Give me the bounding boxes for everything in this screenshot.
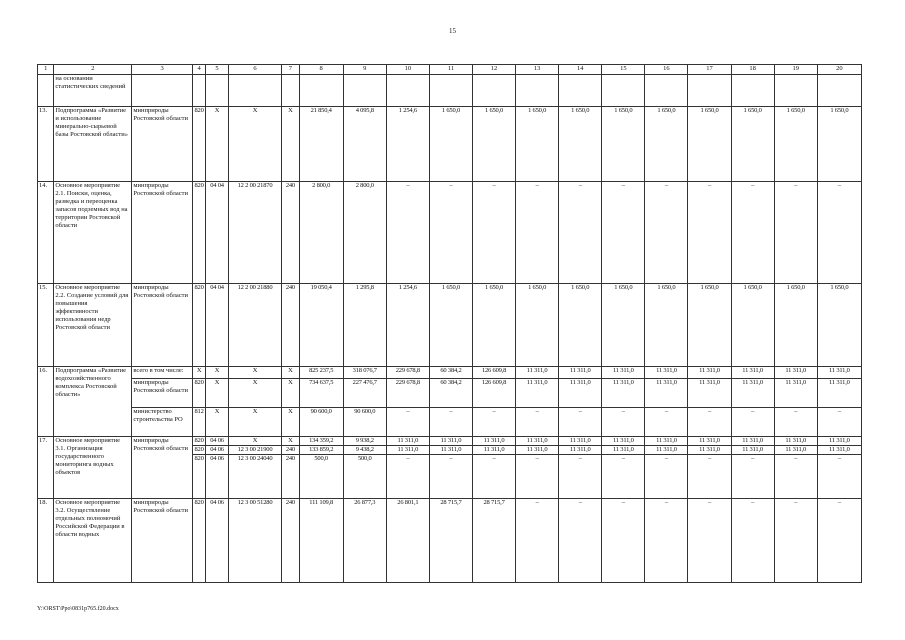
- value-cell: 11 311,0: [688, 437, 731, 446]
- column-number-header: 18: [731, 65, 774, 75]
- value-cell: –: [473, 455, 516, 499]
- value-cell: 26 877,3: [343, 499, 386, 583]
- grbs-code: 820: [192, 437, 205, 446]
- value-cell: [688, 75, 731, 107]
- value-cell: 1 650,0: [817, 107, 861, 182]
- value-cell: 1 650,0: [429, 107, 472, 182]
- expense-type-code: 240: [282, 182, 299, 284]
- value-cell: 11 311,0: [731, 446, 774, 455]
- executor-cell: министерство строительства РО: [132, 408, 193, 437]
- value-cell: –: [473, 408, 516, 437]
- value-cell: –: [817, 182, 861, 284]
- value-cell: –: [429, 408, 472, 437]
- section-code: 04 06: [206, 446, 229, 455]
- executor-cell: минприроды Ростовской области: [132, 499, 193, 583]
- target-article-code: 12 3 00 51280: [228, 499, 281, 583]
- grbs-code: 820: [192, 446, 205, 455]
- header-row: [38, 65, 862, 75]
- value-cell: [516, 75, 559, 107]
- expense-type-code: 240: [282, 446, 299, 455]
- value-cell: 1 650,0: [731, 284, 774, 367]
- value-cell: 11 311,0: [774, 367, 817, 379]
- value-cell: –: [688, 499, 731, 583]
- value-cell: [559, 75, 602, 107]
- value-cell: 11 311,0: [559, 367, 602, 379]
- target-article-code: Х: [228, 437, 281, 446]
- executor-cell: минприроды Ростовской области: [132, 284, 193, 367]
- value-cell: –: [774, 408, 817, 437]
- value-cell: –: [559, 408, 602, 437]
- value-cell: –: [645, 455, 688, 499]
- value-cell: 1 650,0: [429, 284, 472, 367]
- section-code: 04 04: [206, 182, 229, 284]
- value-cell: 11 311,0: [516, 379, 559, 408]
- value-cell: 11 311,0: [645, 379, 688, 408]
- value-cell: –: [731, 499, 774, 583]
- value-cell: –: [602, 499, 645, 583]
- value-cell: –: [516, 499, 559, 583]
- value-cell: 1 254,6: [386, 107, 429, 182]
- grbs-code: 820: [192, 182, 205, 284]
- value-cell: 11 311,0: [817, 367, 861, 379]
- row-number: 15.: [38, 284, 54, 367]
- column-number-header: 15: [602, 65, 645, 75]
- value-cell: 1 254,6: [386, 284, 429, 367]
- value-cell: 1 295,8: [343, 284, 386, 367]
- expense-type-code: 240: [282, 455, 299, 499]
- value-cell: 60 384,2: [429, 367, 472, 379]
- grbs-code: 820: [192, 107, 205, 182]
- item-name: Подпрограмма «Развитие и использование минерально-сырьевой базы Ростовской области»: [54, 107, 132, 182]
- value-cell: 1 650,0: [602, 284, 645, 367]
- table-row: [38, 284, 862, 367]
- section-code: [206, 75, 229, 107]
- value-cell: 21 850,4: [299, 107, 343, 182]
- grbs-code: 820: [192, 455, 205, 499]
- column-number-header: 1: [38, 65, 54, 75]
- value-cell: 1 650,0: [473, 284, 516, 367]
- row-number: 17.: [38, 437, 54, 499]
- value-cell: –: [817, 455, 861, 499]
- target-article-code: 12 2 00 21880: [228, 284, 281, 367]
- executor-cell: минприроды Ростовской области: [132, 182, 193, 284]
- value-cell: 2 800,0: [299, 182, 343, 284]
- item-name: Основное мероприятие 3.1. Организация государственного мониторинга водных объектов: [54, 437, 132, 499]
- section-code: Х: [206, 379, 229, 408]
- section-code: Х: [206, 367, 229, 379]
- value-cell: 1 650,0: [602, 107, 645, 182]
- executor-cell: [132, 75, 193, 107]
- column-number-header: 20: [817, 65, 861, 75]
- value-cell: 1 650,0: [688, 107, 731, 182]
- value-cell: 11 311,0: [602, 367, 645, 379]
- column-number-header: 8: [299, 65, 343, 75]
- value-cell: 11 311,0: [645, 446, 688, 455]
- value-cell: 11 311,0: [473, 437, 516, 446]
- column-number-header: 3: [132, 65, 193, 75]
- expense-type-code: 240: [282, 499, 299, 583]
- value-cell: –: [645, 182, 688, 284]
- value-cell: 500,0: [299, 455, 343, 499]
- value-cell: 318 076,7: [343, 367, 386, 379]
- value-cell: 1 650,0: [559, 284, 602, 367]
- value-cell: [473, 75, 516, 107]
- value-cell: 11 311,0: [386, 446, 429, 455]
- item-name: Основное мероприятие 3.2. Осуществление отдельных полномочий Российской Федерации в области водных: [54, 499, 132, 583]
- value-cell: 11 311,0: [559, 379, 602, 408]
- column-number-header: 14: [559, 65, 602, 75]
- value-cell: 11 311,0: [774, 379, 817, 408]
- value-cell: 11 311,0: [473, 446, 516, 455]
- page-number: 15: [449, 27, 456, 35]
- value-cell: –: [516, 455, 559, 499]
- value-cell: –: [731, 182, 774, 284]
- value-cell: 11 311,0: [731, 379, 774, 408]
- grbs-code: [192, 75, 205, 107]
- value-cell: –: [731, 455, 774, 499]
- file-path-footer: Y:\ORST\Ppo\0831p765.f20.docx: [37, 606, 119, 612]
- value-cell: 1 650,0: [516, 284, 559, 367]
- value-cell: –: [688, 455, 731, 499]
- target-article-code: Х: [228, 107, 281, 182]
- value-cell: 1 650,0: [817, 284, 861, 367]
- value-cell: 11 311,0: [559, 446, 602, 455]
- value-cell: 1 650,0: [559, 107, 602, 182]
- target-article-code: Х: [228, 408, 281, 437]
- value-cell: [343, 75, 386, 107]
- value-cell: 11 311,0: [817, 446, 861, 455]
- value-cell: 26 801,1: [386, 499, 429, 583]
- row-number: [38, 75, 54, 107]
- grbs-code: Х: [192, 367, 205, 379]
- value-cell: 2 800,0: [343, 182, 386, 284]
- executor-cell: всего в том числе:: [132, 367, 193, 379]
- value-cell: 11 311,0: [688, 379, 731, 408]
- value-cell: 126 609,8: [473, 379, 516, 408]
- value-cell: –: [473, 182, 516, 284]
- executor-cell: минприроды Ростовской области: [132, 107, 193, 182]
- expense-type-code: [282, 75, 299, 107]
- value-cell: –: [817, 408, 861, 437]
- value-cell: 229 678,8: [386, 379, 429, 408]
- value-cell: 11 311,0: [774, 437, 817, 446]
- section-code: 04 04: [206, 284, 229, 367]
- column-number-header: 4: [192, 65, 205, 75]
- value-cell: –: [386, 408, 429, 437]
- column-number-header: 19: [774, 65, 817, 75]
- value-cell: 9 438,2: [343, 446, 386, 455]
- value-cell: [817, 75, 861, 107]
- value-cell: –: [817, 499, 861, 583]
- section-code: 04 06: [206, 499, 229, 583]
- table-row: [38, 379, 862, 408]
- value-cell: –: [774, 455, 817, 499]
- section-code: Х: [206, 408, 229, 437]
- value-cell: –: [559, 182, 602, 284]
- column-number-header: 12: [473, 65, 516, 75]
- grbs-code: 820: [192, 284, 205, 367]
- value-cell: 1 650,0: [645, 284, 688, 367]
- target-article-code: 12 2 00 21870: [228, 182, 281, 284]
- value-cell: 11 311,0: [688, 367, 731, 379]
- value-cell: 11 311,0: [516, 437, 559, 446]
- value-cell: 11 311,0: [429, 437, 472, 446]
- item-name: Основное мероприятие 2.2. Создание условий для повышения эффективности использования недр Ростовской области: [54, 284, 132, 367]
- value-cell: 19 050,4: [299, 284, 343, 367]
- value-cell: 11 311,0: [559, 437, 602, 446]
- column-number-header: 9: [343, 65, 386, 75]
- value-cell: 1 650,0: [473, 107, 516, 182]
- column-number-header: 13: [516, 65, 559, 75]
- table-row: [38, 437, 862, 446]
- grbs-code: 820: [192, 499, 205, 583]
- value-cell: 90 600,0: [343, 408, 386, 437]
- column-number-header: 7: [282, 65, 299, 75]
- row-number: 18.: [38, 499, 54, 583]
- value-cell: –: [429, 455, 472, 499]
- value-cell: 11 311,0: [731, 437, 774, 446]
- value-cell: 11 311,0: [429, 446, 472, 455]
- value-cell: 227 476,7: [343, 379, 386, 408]
- value-cell: 111 109,8: [299, 499, 343, 583]
- value-cell: 825 237,5: [299, 367, 343, 379]
- target-article-code: [228, 75, 281, 107]
- value-cell: 734 637,5: [299, 379, 343, 408]
- expense-type-code: Х: [282, 367, 299, 379]
- value-cell: –: [645, 499, 688, 583]
- target-article-code: Х: [228, 367, 281, 379]
- value-cell: –: [731, 408, 774, 437]
- value-cell: –: [645, 408, 688, 437]
- value-cell: 28 715,7: [429, 499, 472, 583]
- row-number: 14.: [38, 182, 54, 284]
- value-cell: 229 678,8: [386, 367, 429, 379]
- value-cell: –: [516, 408, 559, 437]
- table-row: [38, 182, 862, 284]
- value-cell: –: [516, 182, 559, 284]
- target-article-code: Х: [228, 379, 281, 408]
- expense-type-code: Х: [282, 107, 299, 182]
- value-cell: –: [602, 408, 645, 437]
- value-cell: [731, 75, 774, 107]
- column-number-header: 10: [386, 65, 429, 75]
- column-number-header: 5: [206, 65, 229, 75]
- target-article-code: 12 3 00 24040: [228, 455, 281, 499]
- value-cell: –: [688, 408, 731, 437]
- section-code: 04 06: [206, 455, 229, 499]
- value-cell: 1 650,0: [774, 284, 817, 367]
- value-cell: 11 311,0: [817, 379, 861, 408]
- column-number-header: 11: [429, 65, 472, 75]
- value-cell: 9 938,2: [343, 437, 386, 446]
- executor-cell: минприроды Ростовской области: [132, 437, 193, 499]
- value-cell: 1 650,0: [516, 107, 559, 182]
- item-name: Подпрограмма «Развитие водохозяйственного комплекса Ростовской области»: [54, 367, 132, 437]
- value-cell: 90 600,0: [299, 408, 343, 437]
- section-code: 04 06: [206, 437, 229, 446]
- value-cell: [645, 75, 688, 107]
- value-cell: 11 311,0: [516, 446, 559, 455]
- value-cell: –: [559, 499, 602, 583]
- table-row: [38, 499, 862, 583]
- value-cell: 1 650,0: [688, 284, 731, 367]
- table-row: [38, 367, 862, 379]
- value-cell: 11 311,0: [602, 446, 645, 455]
- executor-cell: минприроды Ростовской области: [132, 379, 193, 408]
- column-number-header: 17: [688, 65, 731, 75]
- column-number-header: 16: [645, 65, 688, 75]
- value-cell: 133 859,2: [299, 446, 343, 455]
- value-cell: 11 311,0: [645, 367, 688, 379]
- value-cell: –: [429, 182, 472, 284]
- value-cell: –: [559, 455, 602, 499]
- value-cell: 1 650,0: [645, 107, 688, 182]
- value-cell: 134 359,2: [299, 437, 343, 446]
- value-cell: [429, 75, 472, 107]
- value-cell: –: [602, 455, 645, 499]
- value-cell: –: [386, 182, 429, 284]
- value-cell: 11 311,0: [645, 437, 688, 446]
- expense-type-code: Х: [282, 379, 299, 408]
- budget-table: [37, 64, 862, 583]
- table-row: [38, 107, 862, 182]
- value-cell: 500,0: [343, 455, 386, 499]
- value-cell: 11 311,0: [386, 437, 429, 446]
- value-cell: 60 384,2: [429, 379, 472, 408]
- table-row: [38, 75, 862, 107]
- expense-type-code: Х: [282, 408, 299, 437]
- value-cell: –: [602, 182, 645, 284]
- value-cell: 1 650,0: [731, 107, 774, 182]
- value-cell: 1 650,0: [774, 107, 817, 182]
- grbs-code: 820: [192, 379, 205, 408]
- column-number-header: 6: [228, 65, 281, 75]
- table-row: [38, 408, 862, 437]
- value-cell: –: [386, 455, 429, 499]
- target-article-code: 12 3 00 21900: [228, 446, 281, 455]
- row-number: 13.: [38, 107, 54, 182]
- value-cell: 11 311,0: [731, 367, 774, 379]
- expense-type-code: 240: [282, 284, 299, 367]
- value-cell: 11 311,0: [516, 367, 559, 379]
- value-cell: 28 715,7: [473, 499, 516, 583]
- value-cell: –: [774, 182, 817, 284]
- value-cell: 11 311,0: [602, 437, 645, 446]
- item-name: на основании статистических сведений: [54, 75, 132, 107]
- value-cell: 11 311,0: [774, 446, 817, 455]
- value-cell: [386, 75, 429, 107]
- row-number: 16.: [38, 367, 54, 437]
- item-name: Основное мероприятие 2.1. Поиски, оценка, разведка и переоценка запасов подземных вод на территории Ростовской области: [54, 182, 132, 284]
- value-cell: –: [774, 499, 817, 583]
- value-cell: 11 311,0: [602, 379, 645, 408]
- value-cell: 11 311,0: [817, 437, 861, 446]
- value-cell: 11 311,0: [688, 446, 731, 455]
- value-cell: [602, 75, 645, 107]
- table-body: [38, 65, 862, 583]
- value-cell: [774, 75, 817, 107]
- expense-type-code: Х: [282, 437, 299, 446]
- value-cell: 126 609,8: [473, 367, 516, 379]
- value-cell: 4 095,8: [343, 107, 386, 182]
- value-cell: [299, 75, 343, 107]
- grbs-code: 812: [192, 408, 205, 437]
- value-cell: –: [688, 182, 731, 284]
- column-number-header: 2: [54, 65, 132, 75]
- section-code: Х: [206, 107, 229, 182]
